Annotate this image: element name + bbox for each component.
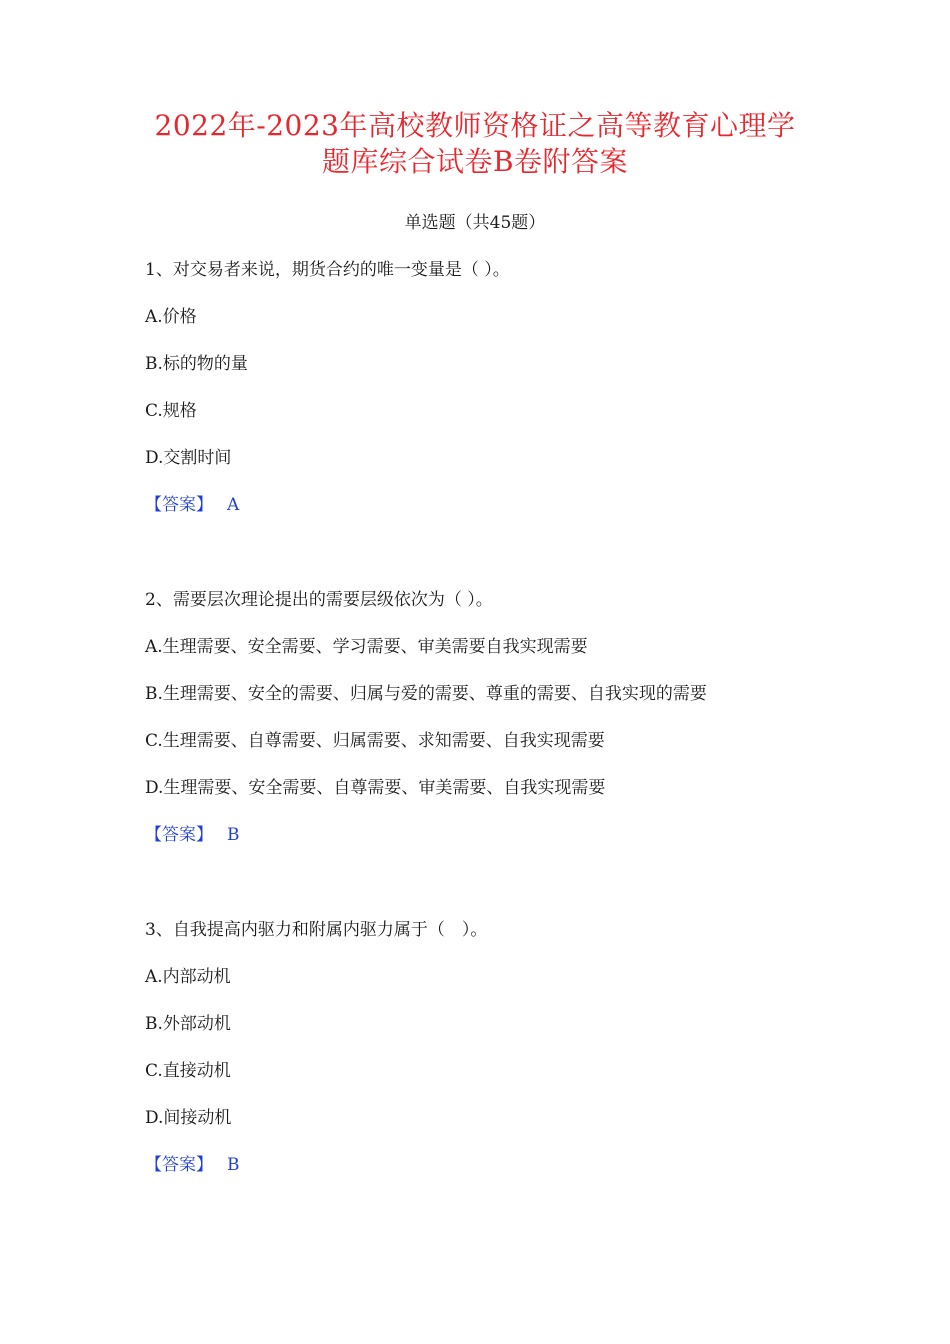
question-3-option-a: A.内部动机 xyxy=(145,967,231,987)
answer-value: B xyxy=(227,825,240,845)
document-title-line-1: 2022年-2023年高校教师资格证之高等教育心理学 xyxy=(154,109,796,142)
question-2-answer xyxy=(145,823,240,847)
question-1-stem: 1、对交易者来说，期货合约的唯一变量是（ ）。 xyxy=(145,260,510,280)
question-1-option-d: D.交割时间 xyxy=(145,448,232,468)
question-3-option-c: C.直接动机 xyxy=(145,1061,231,1081)
question-2-option-b: B.生理需要、安全的需要、归属与爱的需要、尊重的需要、自我实现的需要 xyxy=(145,684,707,704)
question-3-answer xyxy=(145,1153,240,1177)
answer-value: A xyxy=(227,495,240,515)
question-3-option-d: D.间接动机 xyxy=(145,1108,232,1128)
question-1-option-c: C.规格 xyxy=(145,401,197,421)
answer-label: 【答案】 xyxy=(145,825,213,845)
question-3-option-b: B.外部动机 xyxy=(145,1014,231,1034)
question-1-option-b: B.标的物的量 xyxy=(145,354,248,374)
question-3-stem: 3、自我提高内驱力和附属内驱力属于（ ）。 xyxy=(145,920,488,940)
document-title-line-2: 题库综合试卷B卷附答案 xyxy=(321,145,629,178)
answer-label: 【答案】 xyxy=(145,1155,213,1175)
section-heading: 单选题（共45题） xyxy=(404,213,546,233)
question-1-answer xyxy=(145,493,239,517)
question-2-stem: 2、需要层次理论提出的需要层级依次为（ ）。 xyxy=(145,590,493,610)
answer-value: B xyxy=(227,1155,240,1175)
answer-label: 【答案】 xyxy=(145,495,213,515)
question-2-option-c: C.生理需要、自尊需要、归属需要、求知需要、自我实现需要 xyxy=(145,731,605,751)
question-1-option-a: A.价格 xyxy=(145,307,197,327)
question-2-option-a: A.生理需要、安全需要、学习需要、审美需要自我实现需要 xyxy=(145,637,588,657)
question-2-option-d: D.生理需要、安全需要、自尊需要、审美需要、自我实现需要 xyxy=(145,778,606,798)
